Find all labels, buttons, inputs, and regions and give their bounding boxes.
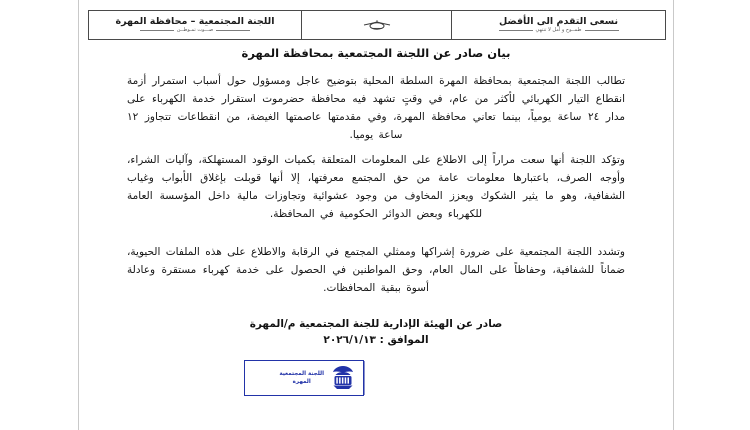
- body-paragraph-3: وتشدد اللجنة المجتمعية على ضرورة إشراكها وممثلي المجتمع في الرقابة والاطلاع على هذه الملفات الحيوية، ضماناً للشفافية، وحفاظاً على المال العام، وحق المواطنين في الحصول على خدمة كهرباء مستقرة وعادلة أسوة ببقية المحافظات.: [127, 246, 625, 295]
- letterhead-organization-title: اللجنة المجتمعية – محافظة المهرة: [115, 15, 275, 27]
- signature-block: [127, 316, 625, 349]
- letterhead-cell-slogan: [451, 11, 665, 39]
- letterhead-cell-emblem: [301, 11, 451, 39]
- official-stamp: [244, 360, 364, 396]
- letterhead-slogan-subtitle: طمــوح و أمل لا تنتهي: [499, 28, 619, 34]
- letterhead-slogan-title: نسعى التقدم الى الأفضل: [499, 15, 619, 27]
- body-paragraph-2: وتؤكد اللجنة أنها سعت مراراً إلى الاطلاع على المعلومات المتعلقة بكميات الوقود المستهلكة، وآليات الشراء، وأوجه الصرف، باعتبارها معلومات عامة من حق المجتمع معرفتها، إلا أنها قوبلت بإغلاق الأبواب وغياب الشفافية، وهو ما يثير الشكوك ويعزز المخاوف من وجود عشوائية وتجاوزات مالية داخل المؤسسة العامة للكهرباء وبعض الدوائر الحكومية في المحافظة.: [127, 154, 625, 221]
- letterhead-table: [88, 10, 666, 40]
- signature-issuer: صادر عن الهيئة الإدارية للجنة المجتمعية م/المهرة: [249, 318, 503, 330]
- eagle-emblem-icon: [362, 17, 392, 33]
- stamp-edge-line: [364, 361, 365, 395]
- body-paragraph-1: تطالب اللجنة المجتمعية بمحافظة المهرة السلطة المحلية بتوضيح عاجل ومسؤول حول أسباب استمرار أزمة انقطاع التيار الكهربائي لأكثر من عام، في وقتٍ تشهد فيه محافظة حضرموت استقرار خدمة الكهرباء على مدار ٢٤ ساعة يومياً، بينما تعاني محافظة المهرة، وفي مقدمتها عاصمتها الغيضة، من انقطاعات تتجاوز ١٢ ساعة يوميا.: [127, 75, 625, 142]
- stamp-eagle-emblem-icon: [328, 364, 358, 392]
- stamp-text: [279, 370, 324, 387]
- page-title: بيان صادر عن اللجنة المجتمعية بمحافظة المهرة: [241, 46, 511, 60]
- document-body: [127, 72, 625, 307]
- letterhead-organization-subtitle: صـــوت تمـوطــن: [140, 28, 251, 34]
- stamp-line-2: المهرة: [292, 379, 311, 385]
- signature-date: الموافق : ٢٠٢٦/١/١٣: [323, 334, 429, 347]
- document-page: [78, 0, 674, 430]
- letterhead-cell-organization: [89, 11, 301, 39]
- stamp-line-1: اللجنة المجتمعية: [279, 370, 324, 377]
